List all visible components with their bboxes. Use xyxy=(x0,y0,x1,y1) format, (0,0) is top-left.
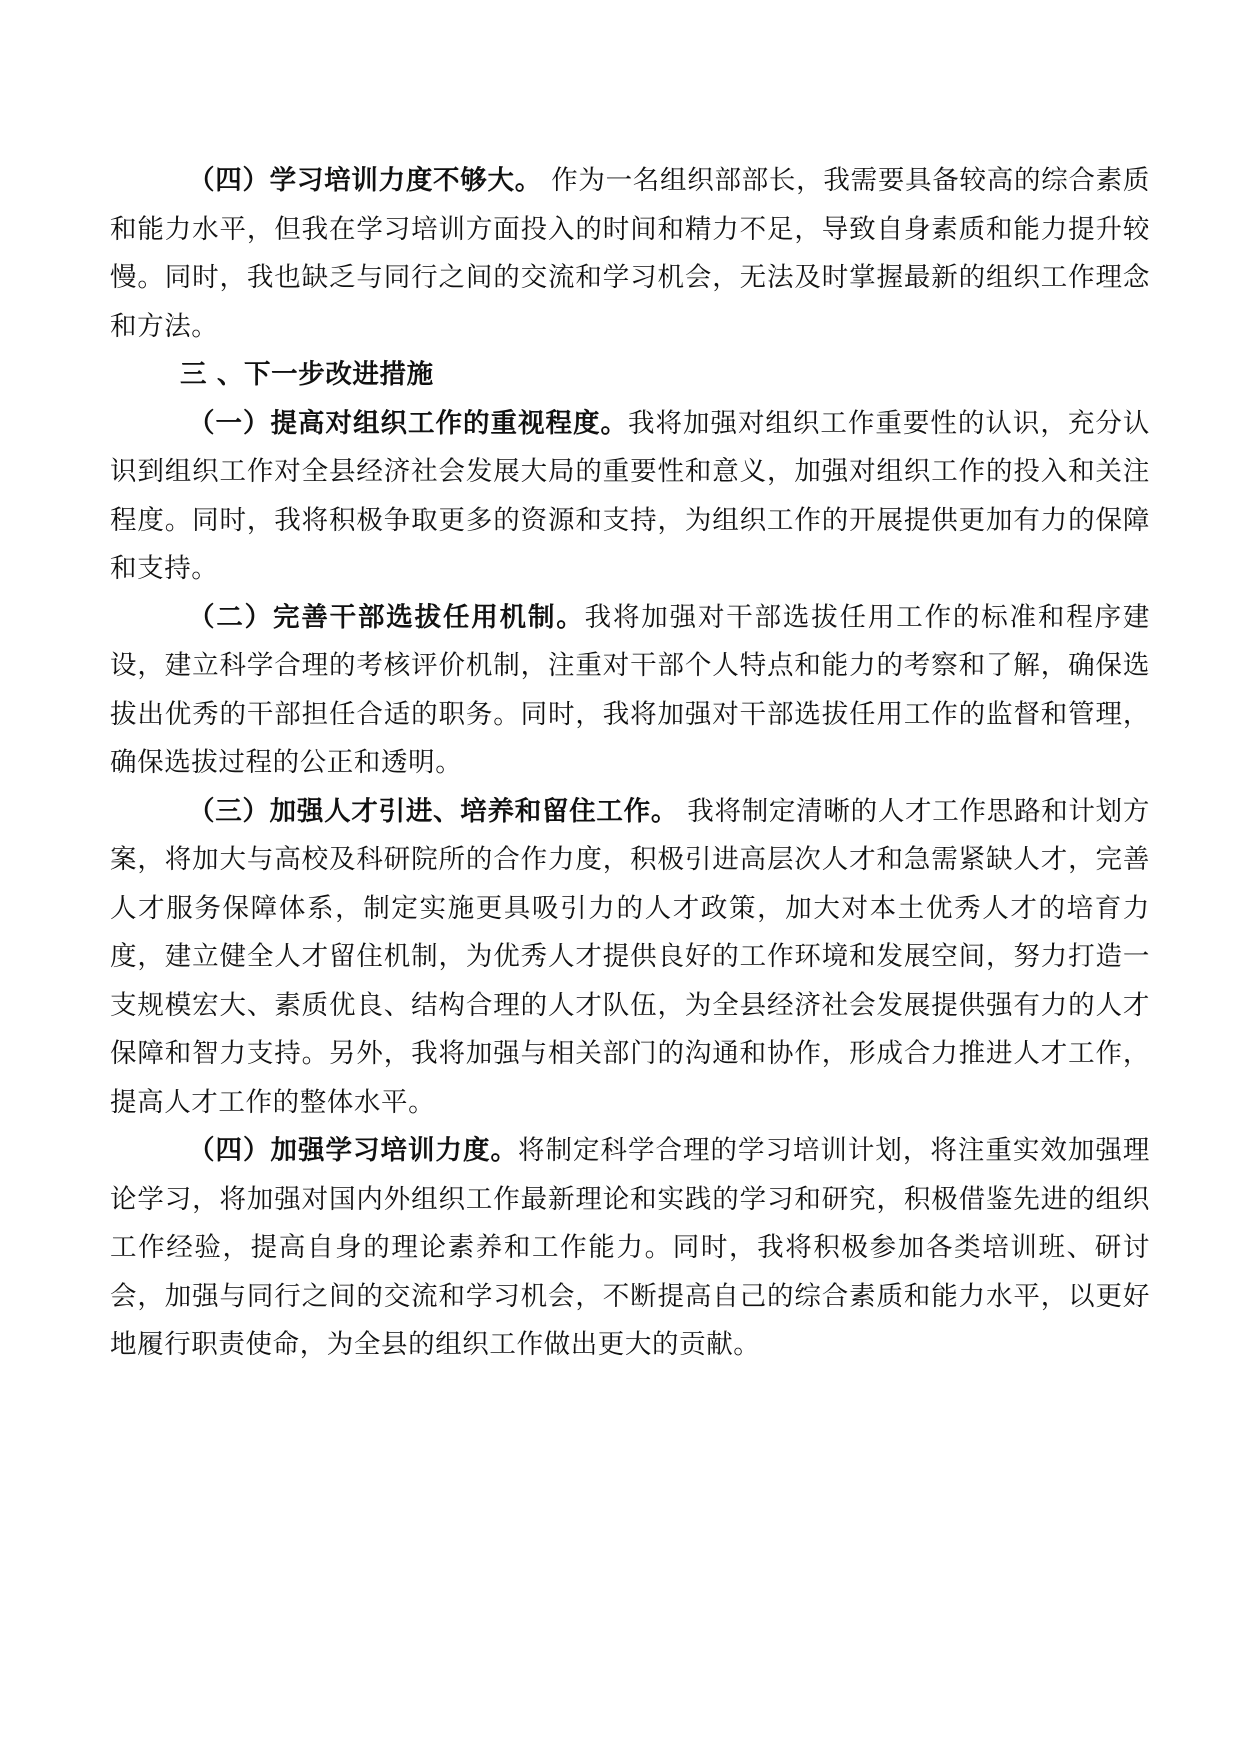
paragraph-emphasis xyxy=(110,400,1150,594)
paragraph-training-improvement xyxy=(110,1127,1150,1370)
document-body xyxy=(110,157,1150,1370)
paragraph-lead: （二）完善干部选拔任用机制。 xyxy=(188,601,585,633)
paragraph-lead: （四）加强学习培训力度。 xyxy=(188,1135,518,1166)
paragraph-text: 将制定科学合理的学习培训计划，将注重实效加强理论学习，将加强对国内外组织工作最新理论和实践的学习和研究，积极借鉴先进的组织工作经验，提高自身的理论素养和工作能力。同时，我将积极参加各类培训班、研讨会，加强与同行之间的交流和学习机会，不断提高自己的综合素质和能力水平，以更好地履行职责使命，为全县的组织工作做出更大的贡献。 xyxy=(110,1135,1150,1360)
paragraph-text: 我将制定清晰的人才工作思路和计划方案，将加大与高校及科研院所的合作力度，积极引进高层次人才和急需紧缺人才，完善人才服务保障体系，制定实施更具吸引力的人才政策，加大对本土优秀人才的培育力度，建立健全人才留住机制，为优秀人才提供良好的工作环境和发展空间，努力打造一支规模宏大、素质优良、结构合理的人才队伍，为全县经济社会发展提供强有力的人才保障和智力支持。另外，我将加强与相关部门的沟通和协作，形成合力推进人才工作，提高人才工作的整体水平。 xyxy=(110,795,1150,1118)
paragraph-lead: （三）加强人才引进、培养和留住工作。 xyxy=(188,795,679,827)
paragraph-cadre-selection xyxy=(110,594,1150,788)
paragraph-training-shortfall xyxy=(110,157,1150,351)
section-heading-next-steps: 三 、下一步改进措施 xyxy=(180,359,434,390)
paragraph-text: 我将加强对组织工作重要性的认识，充分认识到组织工作对全县经济社会发展大局的重要性和意义，加强对组织工作的投入和关注程度。同时，我将积极争取更多的资源和支持，为组织工作的开展提供更加有力的保障和支持。 xyxy=(110,407,1150,584)
paragraph-lead: （四）学习培训力度不够大。 xyxy=(188,165,542,196)
paragraph-lead: （一）提高对组织工作的重视程度。 xyxy=(188,407,628,439)
paragraph-text: 我将加强对干部选拔任用工作的标准和程序建设，建立科学合理的考核评价机制，注重对干部个人特点和能力的考察和了解，确保选拔出优秀的干部担任合适的职务。同时，我将加强对干部选拔任用工作的监督和管理，确保选拔过程的公正和透明。 xyxy=(110,601,1150,778)
paragraph-text: 作为一名组织部部长，我需要具备较高的综合素质和能力水平，但我在学习培训方面投入的时间和精力不足，导致自身素质和能力提升较慢。同时，我也缺乏与同行之间的交流和学习机会，无法及时掌握最新的组织工作理念和方法。 xyxy=(110,165,1150,342)
paragraph-talent xyxy=(110,788,1150,1128)
